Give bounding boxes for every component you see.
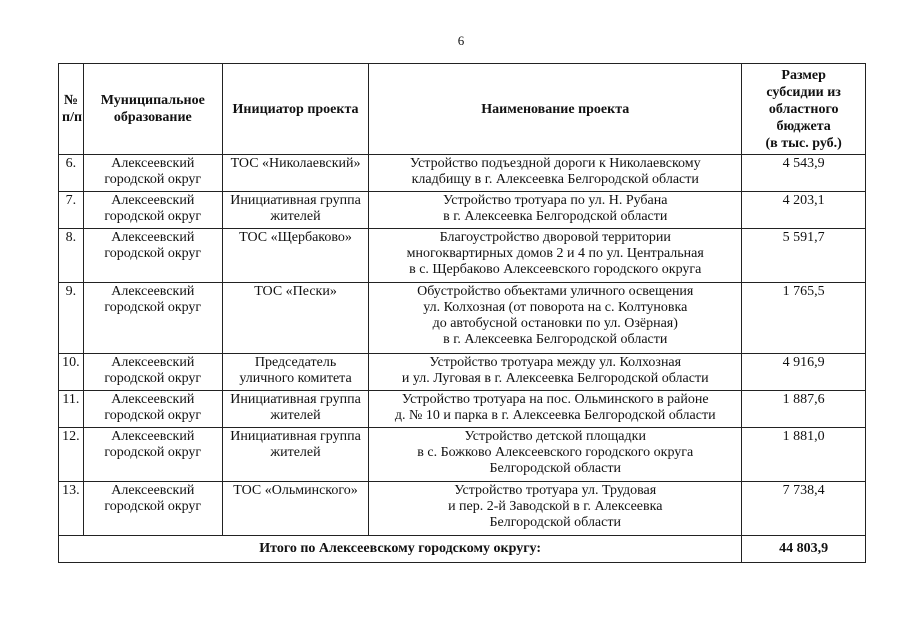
row-amount: 4 203,1 <box>742 192 866 229</box>
row-municipality-line: городской округ <box>104 246 202 261</box>
table-row <box>59 354 866 391</box>
row-project-line: Устройство тротуара ул. Трудовая <box>454 483 657 498</box>
row-initiator-line: ТОС «Пески» <box>254 284 337 299</box>
table-row <box>59 482 866 536</box>
row-project-line: Устройство тротуара между ул. Колхозная <box>429 355 682 370</box>
row-municipality <box>83 428 222 482</box>
row-number: 9. <box>59 283 84 354</box>
row-project <box>369 155 742 192</box>
row-initiator-line: Инициативная группа <box>230 193 361 208</box>
row-project-line: в г. Алексеевка Белгородской области <box>443 209 668 224</box>
row-initiator <box>222 155 368 192</box>
row-project-line: Устройство подъездной дороги к Николаевскому <box>409 156 701 171</box>
row-initiator-line: уличного комитета <box>239 371 352 386</box>
row-project-line: и ул. Луговая в г. Алексеевка Белгородской области <box>401 371 709 386</box>
row-initiator-line: жителей <box>270 445 321 460</box>
row-project-line: до автобусной остановки по ул. Озёрная) <box>432 316 678 331</box>
header-initiator: Инициатор проекта <box>222 64 368 155</box>
table-row <box>59 155 866 192</box>
row-initiator <box>222 229 368 283</box>
row-initiator-line: ТОС «Ольминского» <box>233 483 358 498</box>
row-project-line: многоквартирных домов 2 и 4 по ул. Центральная <box>406 246 704 261</box>
row-initiator-line: ТОС «Щербаково» <box>239 230 352 245</box>
page-number: 6 <box>457 33 465 48</box>
row-amount: 5 591,7 <box>742 229 866 283</box>
row-project-line: в с. Щербаково Алексеевского городского округа <box>409 262 702 277</box>
row-amount: 1 765,5 <box>742 283 866 354</box>
header-project: Наименование проекта <box>369 64 742 155</box>
row-municipality-line: Алексеевский <box>111 483 195 498</box>
row-number: 8. <box>59 229 84 283</box>
row-initiator-line: Председатель <box>254 355 337 370</box>
row-project <box>369 229 742 283</box>
total-value: 44 803,9 <box>742 536 866 563</box>
row-municipality-line: Алексеевский <box>111 284 195 299</box>
row-number: 6. <box>59 155 84 192</box>
row-project <box>369 428 742 482</box>
header-municipality: Муниципальное образование <box>83 64 222 155</box>
row-project <box>369 482 742 536</box>
row-amount: 1 881,0 <box>742 428 866 482</box>
header-subsidy: Размер субсидии из областного бюджета (в тыс. руб.) <box>742 64 866 155</box>
row-initiator-line: Инициативная группа <box>230 392 361 407</box>
row-municipality-line: Алексеевский <box>111 193 195 208</box>
row-municipality <box>83 354 222 391</box>
row-municipality <box>83 155 222 192</box>
row-municipality-line: Алексеевский <box>111 230 195 245</box>
row-number: 12. <box>59 428 84 482</box>
row-project-line: и пер. 2-й Заводской в г. Алексеевка <box>448 499 663 514</box>
row-municipality <box>83 192 222 229</box>
row-initiator <box>222 354 368 391</box>
row-municipality <box>83 391 222 428</box>
row-project <box>369 391 742 428</box>
row-initiator <box>222 428 368 482</box>
row-initiator-line: ТОС «Николаевский» <box>230 156 361 171</box>
table-row <box>59 229 866 283</box>
row-project <box>369 283 742 354</box>
row-project-line: Устройство тротуара на пос. Ольминского в районе <box>401 392 709 407</box>
row-project-line: кладбищу в г. Алексеевка Белгородской области <box>411 172 699 187</box>
row-municipality <box>83 229 222 283</box>
subsidy-table <box>58 63 866 563</box>
table-row <box>59 192 866 229</box>
row-project-line: Белгородской области <box>489 461 621 476</box>
row-initiator-line: Инициативная группа <box>230 429 361 444</box>
row-amount: 1 887,6 <box>742 391 866 428</box>
row-municipality-line: городской округ <box>104 445 202 460</box>
row-initiator <box>222 482 368 536</box>
row-project-line: Благоустройство дворовой территории <box>439 230 671 245</box>
row-project-line: Устройство тротуара по ул. Н. Рубана <box>443 193 668 208</box>
row-municipality <box>83 482 222 536</box>
row-number: 7. <box>59 192 84 229</box>
row-initiator-line: жителей <box>270 408 321 423</box>
table-row <box>59 391 866 428</box>
row-project-line: в с. Божково Алексеевского городского округа <box>417 445 694 460</box>
row-number: 10. <box>59 354 84 391</box>
row-amount: 4 916,9 <box>742 354 866 391</box>
row-municipality-line: городской округ <box>104 300 202 315</box>
row-amount: 4 543,9 <box>742 155 866 192</box>
row-project-line: Белгородской области <box>489 515 621 530</box>
row-municipality-line: городской округ <box>104 371 202 386</box>
row-project <box>369 192 742 229</box>
total-row <box>59 536 866 563</box>
row-number: 13. <box>59 482 84 536</box>
table-header-row <box>59 64 866 155</box>
header-num: № п/п <box>59 64 84 155</box>
total-label: Итого по Алексеевскому городскому округу: <box>59 536 742 563</box>
row-project-line: Устройство детской площадки <box>464 429 646 444</box>
row-amount: 7 738,4 <box>742 482 866 536</box>
table-row <box>59 428 866 482</box>
row-project-line: ул. Колхозная (от поворота на с. Колтуновка <box>423 300 688 315</box>
row-initiator <box>222 192 368 229</box>
row-municipality-line: Алексеевский <box>111 392 195 407</box>
row-municipality-line: Алексеевский <box>111 429 195 444</box>
row-municipality-line: Алексеевский <box>111 156 195 171</box>
row-project-line: Обустройство объектами уличного освещения <box>417 284 694 299</box>
row-municipality-line: городской округ <box>104 408 202 423</box>
row-project-line: в г. Алексеевка Белгородской области <box>443 332 668 347</box>
row-municipality-line: городской округ <box>104 172 202 187</box>
table-row <box>59 283 866 354</box>
row-project <box>369 354 742 391</box>
row-municipality-line: Алексеевский <box>111 355 195 370</box>
row-initiator-line: жителей <box>270 209 321 224</box>
row-project-line: д. № 10 и парка в г. Алексеевка Белгородской области <box>394 408 716 423</box>
row-initiator <box>222 391 368 428</box>
row-municipality-line: городской округ <box>104 209 202 224</box>
row-municipality-line: городской округ <box>104 499 202 514</box>
row-initiator <box>222 283 368 354</box>
row-number: 11. <box>59 391 84 428</box>
row-municipality <box>83 283 222 354</box>
